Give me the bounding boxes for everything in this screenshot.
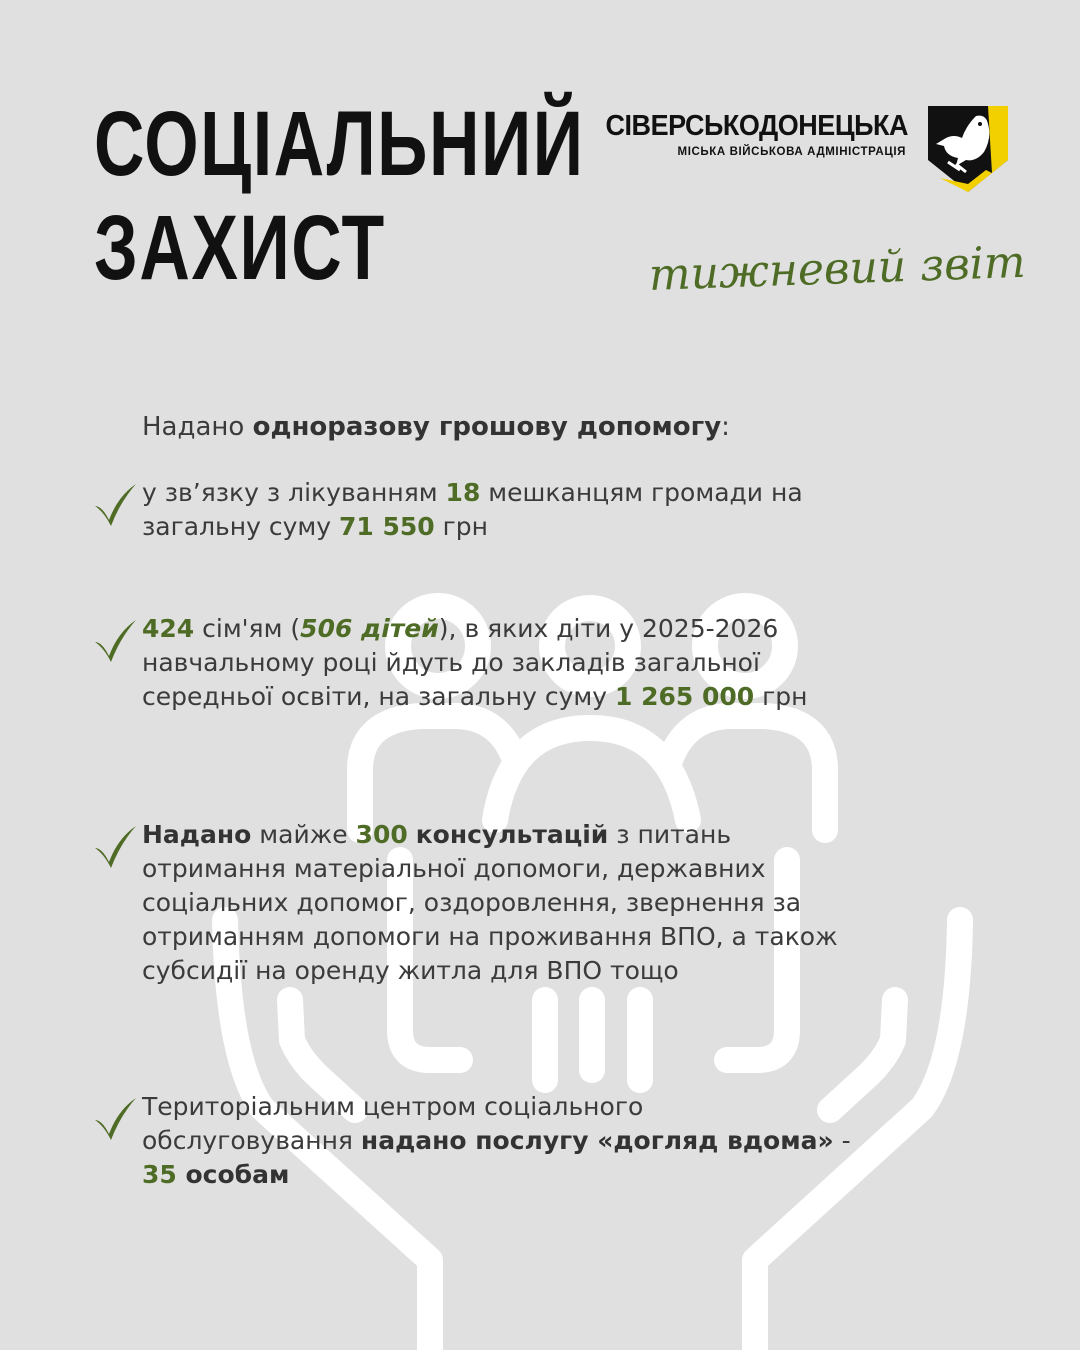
check-icon xyxy=(92,482,138,526)
highlight-number: 506 дітей xyxy=(300,614,439,643)
list-item-treatment-aid xyxy=(92,476,992,544)
text-span: ), в яких діти у 2025-2026 xyxy=(438,614,779,643)
brand-subtitle: МІСЬКА ВІЙСЬКОВА АДМІНІСТРАЦІЯ xyxy=(677,146,906,158)
list-item-line: навчальному році йдуть до закладів загальної xyxy=(142,648,760,677)
text-span: середньої освіти, на загальну суму xyxy=(142,682,615,711)
list-item-line xyxy=(92,612,992,646)
bold-text: консультацій xyxy=(415,820,609,849)
check-icon xyxy=(92,1096,138,1140)
highlight-number: 35 xyxy=(142,1160,177,1189)
body-right xyxy=(670,716,825,830)
highlight-number: 424 xyxy=(142,614,195,643)
list-item-line: отриманням допомоги на проживання ВПО, а також xyxy=(142,922,838,951)
weekly-report-label: тижневий звіт xyxy=(648,236,1027,301)
text-span: мешканцям громади на xyxy=(480,478,803,507)
highlight-number: 18 xyxy=(445,478,481,507)
intro-emphasis: одноразову грошову допомогу xyxy=(252,412,722,442)
text-span: обслуговування xyxy=(142,1126,361,1155)
body-left xyxy=(360,716,515,830)
page-title xyxy=(94,92,585,300)
list-item-line: Територіальним центром соціального xyxy=(142,1092,644,1121)
highlight-number: 300 xyxy=(355,820,408,849)
text-span: грн xyxy=(434,512,488,541)
bold-text: Надано xyxy=(142,820,252,849)
text-span xyxy=(408,820,416,849)
highlight-number: 71 550 xyxy=(339,512,435,541)
list-item-line xyxy=(92,1158,992,1192)
list-item-line xyxy=(92,510,992,544)
check-icon xyxy=(92,824,138,868)
legs-center xyxy=(545,1000,640,1080)
intro-text xyxy=(142,410,730,444)
text-span: майже xyxy=(251,820,356,849)
list-item-line xyxy=(92,818,992,852)
text-span: - xyxy=(833,1126,851,1155)
intro-suffix: : xyxy=(721,412,730,442)
list-item-line: соціальних допомог, оздоровлення, звернення за xyxy=(142,888,802,917)
list-item-line: субсидії на оренду житла для ВПО тощо xyxy=(142,956,679,985)
bold-text: особам xyxy=(176,1160,290,1189)
list-item-line: отримання матеріальної допомоги, державних xyxy=(142,854,766,883)
text-span: з питань xyxy=(608,820,732,849)
list-item-line xyxy=(92,680,992,714)
text-span: у зв’язку з лікуванням xyxy=(142,478,446,507)
highlight-number: 1 265 000 xyxy=(614,682,755,711)
text-span: сім'ям ( xyxy=(194,614,301,643)
bold-text: надано послугу «догляд вдома» xyxy=(360,1126,834,1155)
title-line-2: ЗАХИСТ xyxy=(94,197,386,299)
body-center xyxy=(495,728,688,820)
city-emblem-icon xyxy=(926,104,1010,194)
list-item-line xyxy=(92,1124,992,1158)
text-span: загальну суму xyxy=(142,512,340,541)
check-icon xyxy=(92,618,138,662)
title-line-1: СОЦІАЛЬНИЙ xyxy=(94,93,585,195)
list-item-line xyxy=(92,476,992,510)
list-item-school-aid xyxy=(92,612,992,714)
brand-name: СІВЕРСЬКОДОНЕЦЬКА xyxy=(605,110,908,142)
list-item-home-care xyxy=(92,1090,992,1192)
text-span: грн xyxy=(754,682,808,711)
list-item-consultations xyxy=(92,818,992,988)
brand-block xyxy=(552,110,908,158)
intro-prefix: Надано xyxy=(142,412,253,442)
